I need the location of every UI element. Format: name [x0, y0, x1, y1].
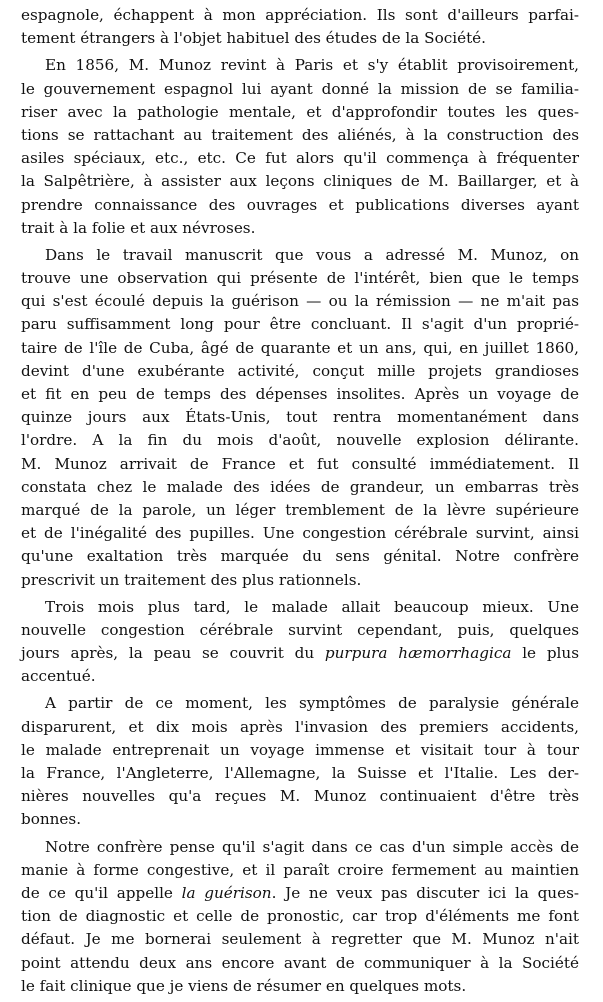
- text-line: la Salpêtrière, à assister aux leçons cliniques de M. Baillarger, et à: [21, 172, 579, 191]
- text-line: nières nouvelles qu'a reçues M. Munoz continuaient d'être très: [21, 787, 579, 806]
- text-line: A partir de ce moment, les symptômes de paralysie générale: [45, 694, 579, 713]
- text-line: défaut. Je me bornerai seulement à regretter que M. Munoz n'ait: [21, 930, 579, 949]
- text-line: qui s'est écoulé depuis la guérison — ou la rémission — ne m'ait pas: [21, 292, 579, 311]
- paragraph: [21, 54, 579, 240]
- text-line: En 1856, M. Munoz revint à Paris et s'y établit provisoirement,: [45, 56, 579, 75]
- text-line: devint d'une exubérante activité, conçut mille projets grandioses: [21, 361, 579, 380]
- text-line: M. Munoz arrivait de France et fut consulté immédiatement. Il: [21, 454, 579, 473]
- text-line: accentué.: [21, 667, 96, 686]
- text-line: taire de l'île de Cuba, âgé de quarante et un ans, qui, en juillet 1860,: [21, 338, 579, 357]
- text-line: disparurent, et dix mois après l'invasion des premiers accidents,: [21, 717, 579, 736]
- text-line: la France, l'Angleterre, l'Allemagne, la Suisse et l'Italie. Les der-: [21, 764, 579, 782]
- text-line: le fait clinique que je viens de résumer en quelques mots.: [21, 976, 467, 995]
- text-line: marqué de la parole, un léger tremblement de la lèvre supérieure: [21, 500, 579, 519]
- text-line: et de l'inégalité des pupilles. Une congestion cérébrale survint, ainsi: [21, 524, 579, 543]
- text-line: tion de diagnostic et celle de pronostic, car trop d'éléments me font: [21, 907, 579, 926]
- text-line: quinze jours aux États-Unis, tout rentra momentanément dans: [21, 408, 579, 427]
- text-line: tions se rattachant au traitement des aliénés, à la construction des: [21, 125, 579, 144]
- text-line: manie à forme congestive, et il paraît croire fermement au maintien: [21, 860, 579, 879]
- text-line: paru suffisamment long pour être concluant. Il s'agit d'un proprié-: [21, 315, 579, 334]
- text-line: point attendu deux ans encore avant de communiquer à la Société: [21, 953, 579, 972]
- text-line: nouvelle congestion cérébrale survint cependant, puis, quelques: [21, 620, 579, 639]
- text-line: l'ordre. A la fin du mois d'août, nouvelle explosion délirante.: [21, 431, 579, 450]
- text-line: qu'une exaltation très marquée du sens génital. Notre confrère: [21, 547, 579, 566]
- text-line: riser avec la pathologie mentale, et d'approfondir toutes les ques-: [21, 102, 579, 121]
- text-line: constata chez le malade des idées de grandeur, un embarras très: [21, 477, 579, 496]
- text-line: et fit en peu de temps des dépenses insolites. Après un voyage de: [21, 385, 579, 403]
- text-line: jours après, la peau se couvrit du purpura hæmorrhagica le plus: [21, 644, 579, 663]
- text-line: espagnole, échappent à mon appréciation. Ils sont d'ailleurs parfai-: [21, 6, 579, 24]
- text-line: Notre confrère pense qu'il s'agit dans ce cas d'un simple accès de: [45, 837, 579, 856]
- text-line: le malade entreprenait un voyage immense et visitait tour à tour: [21, 740, 579, 759]
- text-line: le gouvernement espagnol lui ayant donné la mission de se familia-: [21, 79, 579, 98]
- text-line: trait à la folie et aux névroses.: [21, 218, 256, 237]
- text-line: prendre connaissance des ouvrages et publications diverses ayant: [21, 195, 579, 214]
- paragraph: [21, 692, 579, 831]
- paragraph: [21, 836, 579, 998]
- text-line: bonnes.: [21, 810, 82, 829]
- paragraph: [21, 244, 579, 592]
- document-page: [0, 4, 603, 1002]
- paragraph: [21, 596, 579, 689]
- text-line: tement étrangers à l'objet habituel des études de la Société.: [21, 29, 486, 48]
- text-line: de ce qu'il appelle la guérison. Je ne veux pas discuter ici la ques-: [21, 883, 579, 902]
- text-line: trouve une observation qui présente de l'intérêt, bien que le temps: [21, 269, 579, 288]
- text-line: Trois mois plus tard, le malade allait beaucoup mieux. Une: [45, 597, 579, 616]
- text-line: prescrivit un traitement des plus rationnels.: [21, 570, 362, 589]
- paragraph: [21, 4, 579, 50]
- text-line: Dans le travail manuscrit que vous a adressé M. Munoz, on: [45, 245, 579, 264]
- text-line: asiles spéciaux, etc., etc. Ce fut alors qu'il commença à fréquenter: [21, 149, 579, 168]
